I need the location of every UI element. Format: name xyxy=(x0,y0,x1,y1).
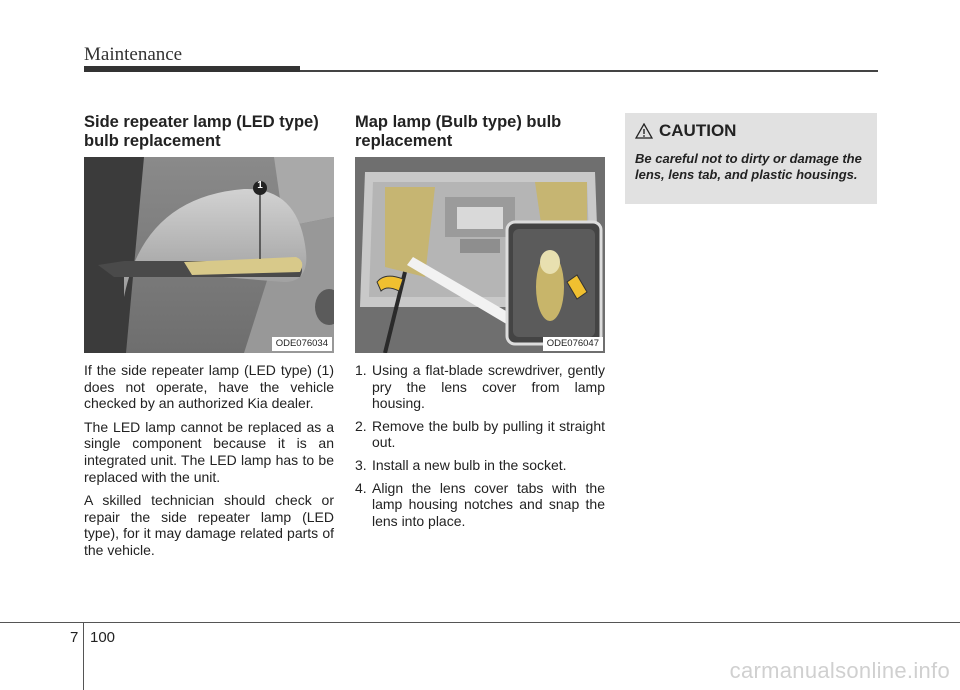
step-number: 1. xyxy=(355,362,367,378)
step-number: 3. xyxy=(355,456,367,473)
chapter-number: 7 xyxy=(70,629,79,646)
step-item xyxy=(355,480,605,530)
watermark: carmanualsonline.info xyxy=(729,658,950,683)
map-lamp-steps xyxy=(355,362,605,535)
section-title-line: Side repeater lamp (LED type) xyxy=(84,113,319,131)
page-header-title: Maintenance xyxy=(84,44,183,65)
side-mirror-figure xyxy=(84,157,334,353)
step-text: Using a flat-blade screwdriver, gently pry the lens cover from lamp housing. xyxy=(372,362,605,412)
page-number: 100 xyxy=(90,629,116,646)
step-item xyxy=(355,418,605,451)
step-number: 4. xyxy=(355,479,367,496)
map-lamp-section-title xyxy=(355,113,605,151)
callout-number: 1 xyxy=(257,180,263,191)
step-number: 2. xyxy=(355,417,367,434)
side-repeater-body xyxy=(84,362,334,566)
caution-header xyxy=(635,121,736,141)
section-title-line: bulb replacement xyxy=(84,132,221,150)
step-text: Install a new bulb in the socket. xyxy=(372,456,567,473)
body-paragraph: A skilled technician should check or repair the side repeater lamp (LED type), for it may damage related parts of the vehicle. xyxy=(84,492,334,558)
caution-box xyxy=(625,113,877,204)
section-title-line: replacement xyxy=(355,132,453,150)
body-paragraph: The LED lamp cannot be replaced as a single component because it is an integrated unit. The LED lamp has to be replaced with the unit. xyxy=(84,418,334,485)
caution-body: Be careful not to dirty or damage the lens, lens tab, and plastic housings. xyxy=(635,151,862,182)
map-lamp-figure xyxy=(355,157,605,353)
footer-rule xyxy=(0,622,960,623)
header-rule-thin xyxy=(300,70,878,72)
warning-triangle-icon xyxy=(635,123,653,139)
step-item xyxy=(355,457,605,474)
figure-label: ODE076047 xyxy=(543,337,603,351)
side-mirror-illustration xyxy=(84,157,334,353)
step-item xyxy=(355,362,605,412)
figure-label: ODE076034 xyxy=(272,337,332,351)
header-rule-thick xyxy=(84,66,300,72)
step-text: Remove the bulb by pulling it straight out. xyxy=(372,417,605,451)
step-text: Align the lens cover tabs with the lamp housing notches and snap the lens into place. xyxy=(372,479,605,529)
section-title-line: Map lamp (Bulb type) bulb xyxy=(355,113,562,131)
footer-divider xyxy=(83,622,84,690)
body-paragraph: If the side repeater lamp (LED type) (1) does not operate, have the vehicle checked by an authorized Kia dealer. xyxy=(84,362,334,412)
map-lamp-illustration xyxy=(355,157,605,353)
caution-title: CAUTION xyxy=(659,121,737,140)
side-repeater-section-title xyxy=(84,113,334,151)
